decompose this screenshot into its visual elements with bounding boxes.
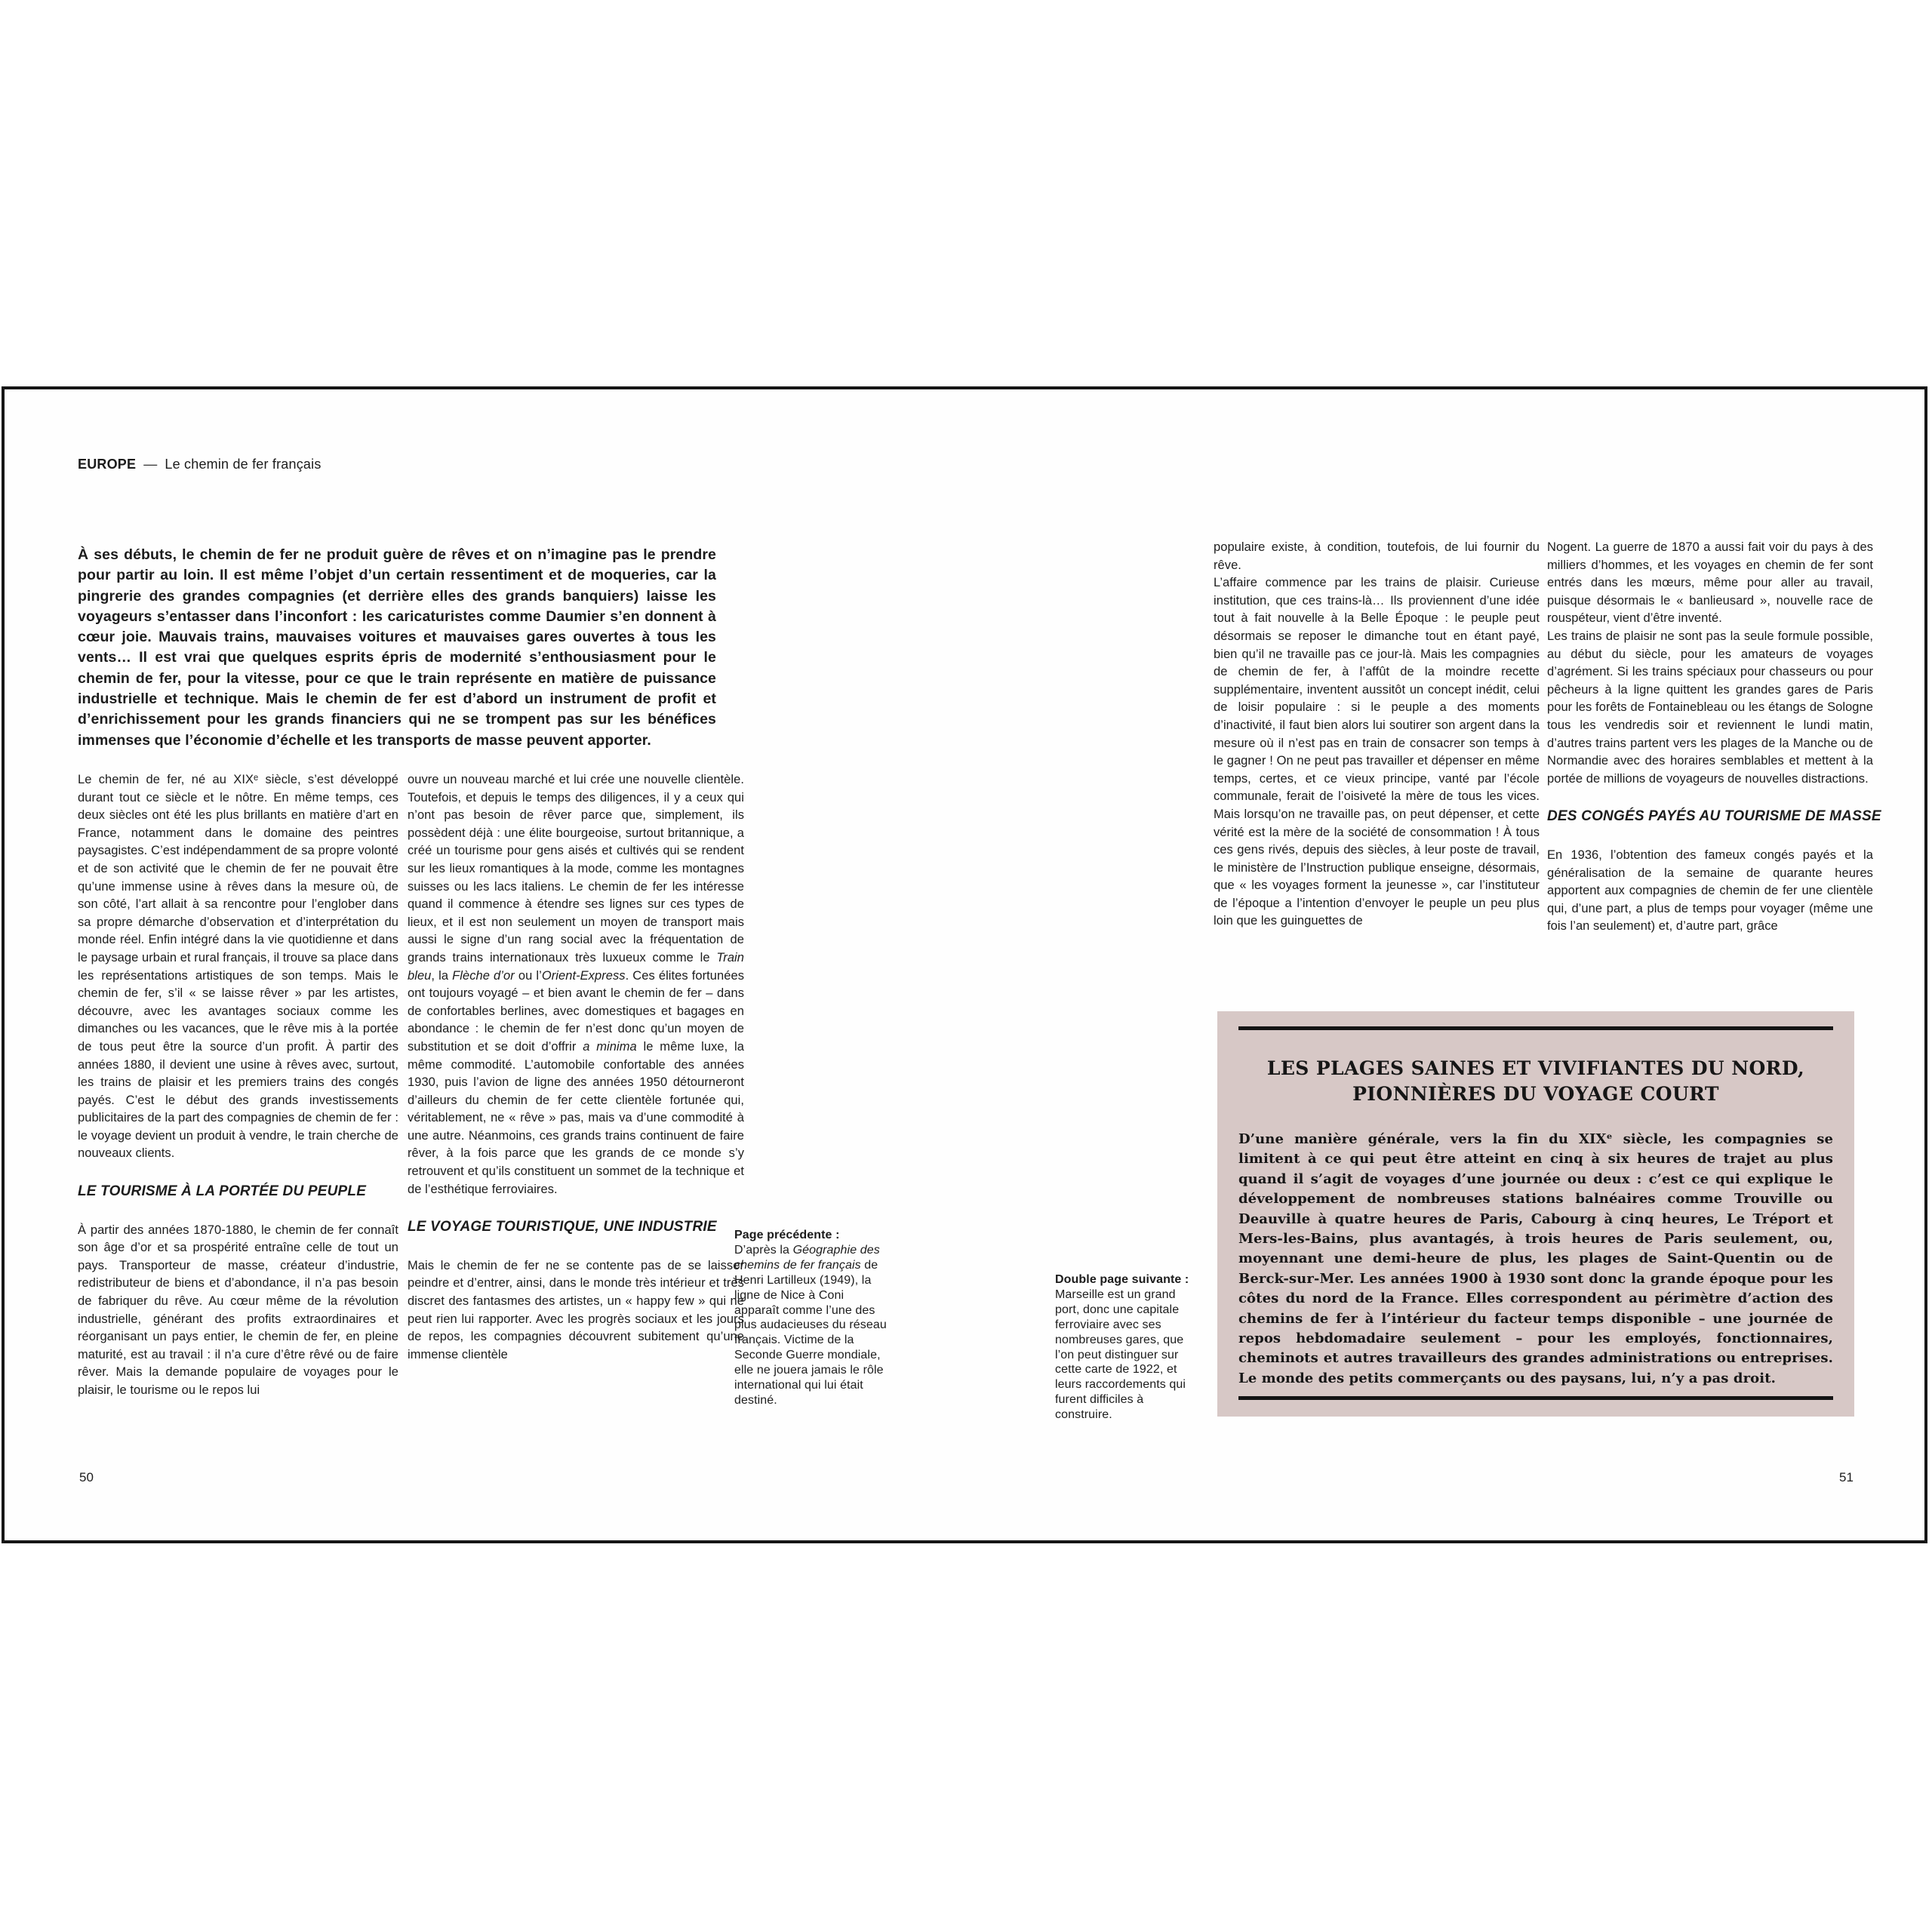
page-number-right: 51	[1839, 1470, 1854, 1484]
feature-box-body: D’une manière générale, vers la fin du XIXᵉ siècle, les compagnies se limitent à ce qui peut être atteint en cinq à six heures de trajet au plus quand il s’agit de voyages d’une journée ou deux : c’est ce qui explique le développement de nombreuses stations balnéaires comme Trouville ou Deauville à quatre heures de Paris, Cabourg à cinq heures, Le Tréport et Mers-les-Bains, plus avantagés, à trois heures de Paris seulement, ou, moyennant une demi-heure de plus, les plages de Saint-Quentin ou de Berck-sur-Mer. Les années 1900 à 1930 sont donc la grande époque pour les côtes du nord de la France. Elles correspondent au périmètre d’action des chemins de fer à l’intérieur du facteur temps disponible – une journée de repos hebdomadaire seulement – pour les employés, fonctionnaires, cheminots et autres travailleurs des grandes administrations ou entreprises. Le monde des petits commerçants ou des paysans, lui, n’y a pas droit.	[1238, 1131, 1833, 1386]
feature-box-title-line2: PIONNIÈRES DU VOYAGE COURT	[1352, 1083, 1719, 1105]
running-header-section: EUROPE	[78, 457, 137, 472]
feature-box-plages-du-nord	[1217, 1011, 1854, 1417]
running-header	[78, 457, 321, 472]
caption-text: D’après la Géographie des chemins de fer français de Henri Lartilleux (1949), la ligne de Nice à Coni apparaît comme l’une des plus audacieuses du réseau français. Victime de la Seconde Guerre mondiale, elle ne jouera jamais le rôle international qui lui était destiné.	[734, 1243, 887, 1407]
caption-text: Marseille est un grand port, donc une capitale ferroviaire avec ses nombreuses gares, que l’on peut distinguer sur cette carte de 1922, et leurs raccordements qui furent difficiles à construire.	[1055, 1287, 1186, 1422]
section-heading-voyage-touristique: LE VOYAGE TOURISTIQUE, UNE INDUSTRIE	[408, 1219, 717, 1235]
left-page-column-1	[78, 771, 398, 1400]
section-heading-conges-payes: DES CONGÉS PAYÉS AU TOURISME DE MASSE	[1547, 808, 1881, 825]
feature-box-title	[1238, 1056, 1833, 1107]
body-paragraph: Mais le chemin de fer ne se contente pas de se laisser peindre et d’entrer, ainsi, dans le monde très intérieur et très discret des fantasmes des artistes, un « happy few » qui ne peut rien lui rapporter. Avec les progrès sociaux et les jours de repos, les compagnies découvrent subitement qu’une immense clientèle	[408, 1258, 744, 1361]
caption-previous-page	[734, 1228, 889, 1408]
right-page-column-1	[1214, 539, 1540, 931]
running-header-title: Le chemin de fer français	[165, 457, 321, 472]
body-paragraph: ouvre un nouveau marché et lui crée une nouvelle clientèle. Toutefois, et depuis le temps des diligences, il y a ceux qui n’ont pas besoin de rêver parce que, simplement, ils possèdent déjà : une élite bourgeoise, surtout britannique, a créé un tourisme pour gens aisés et cultivés qui se rendent sur les lieux romantiques à la mode, comme les montagnes suisses ou les lacs italiens. Le chemin de fer les intéresse quand il commence à étendre ses lignes sur ces types de lieux, et il est non seulement un moyen de transport mais aussi le signe d’un rang social avec la fréquentation de grands trains internationaux très luxueux comme le Train bleu, la Flèche d’or ou l’Orient-Express. Ces élites fortunées ont toujours voyagé – et bien avant le chemin de fer – dans de confortables berlines, avec domestiques et bagages en abondance : le chemin de fer n’est donc qu’un moyen de substitution et se doit d’offrir a minima le même luxe, la même commodité. L’automobile confortable des années 1930, puis l’avion de ligne des années 1950 détourneront d’ailleurs du chemin de fer cette clientèle fortunée qui, véritablement, ne « rêve » pas, mais va d’une commodité à une autre. Néanmoins, ces grands trains continuent de faire rêver, à la fois parce que les grands de ce monde s’y retrouvent et qu’ils constituent un sommet de la technique et de l’esthétique ferroviaires.	[408, 773, 745, 1196]
body-paragraph: À partir des années 1870-1880, le chemin de fer connaît son âge d’or et sa prospérité entraîne celle de tout un pays. Transporteur de masse, créateur d’industrie, redistributeur de biens et d’abondance, il n’a pas besoin de fabriquer du rêve. Au cœur même de la révolution industrielle, générant des profits extraordinaires et réorganisant un pays entier, le chemin de fer, en pleine maturité, est au travail : il n’a cure d’être rêvé ou de faire rêver. Mais la demande populaire de voyages pour le plaisir, le tourisme ou le repos lui	[78, 1223, 398, 1397]
left-page-column-2	[408, 771, 744, 1364]
caption-label: Page précédente :	[734, 1229, 840, 1241]
body-paragraph: En 1936, l’obtention des fameux congés payés et la généralisation de la semaine de quarante heures apportent aux compagnies de chemin de fer une clientèle qui, d’une part, a plus de temps pour voyager (même une fois l’an seulement) et, d’autre part, grâce	[1547, 848, 1873, 934]
body-paragraph: L’affaire commence par les trains de plaisir. Curieuse institution, que ces trains-là… Ils proviennent d’une idée tout à fait nouvelle à la Belle Époque : le peuple peut désormais se reposer le dimanche tout en étant payé, bien qu’il ne travaille pas ce jour-là. Mais les compagnies de chemin de fer, à l’affût de la moindre recette supplémentaire, inventent aussitôt un concept inédit, celui de loisir populaire : si le peuple a des moments d’inactivité, il faut bien alors lui soutirer son argent dans la mesure où il n’est pas en train de consacrer son temps à le gagner ! On ne peut pas travailler et dépenser en même temps, certes, et ce vieux principe, vanté par l’école communale, ferait de l’oisiveté la mère de tous les vices. Mais lorsqu’on ne travaille pas, on peut dépenser, et cette vérité est la mère de la société de consommation ! À tous ces gens rivés, depuis des siècles, à leur poste de travail, le ministère de l’Instruction publique enseigne, désormais, que « les voyages forment la jeunesse », car l’instituteur de l’époque a l’intention d’envoyer le peuple un peu plus loin que les guinguettes de	[1214, 576, 1540, 928]
page-number-left: 50	[79, 1470, 94, 1484]
feature-box-bottom-rule	[1238, 1396, 1833, 1400]
caption-next-spread	[1055, 1272, 1189, 1423]
body-paragraph: Les trains de plaisir ne sont pas la seule formule possible, au début du siècle, pour les amateurs de voyages d’agrément. Si les trains spéciaux pour chasseurs ou pour pêcheurs à la ligne quittent les grandes gares de Paris pour les forêts de Fontainebleau ou les étangs de Sologne tous les vendredis soir et reviennent le lundi matin, d’autres trains partent vers les plages de la Manche ou de Normandie avec des horaires semblables et mettent à la portée de millions de voyageurs de nouvelles distractions.	[1547, 629, 1873, 786]
intro-paragraph: À ses débuts, le chemin de fer ne produit guère de rêves et on n’imagine pas le prendre pour partir au loin. Il est même l’objet d’un certain ressentiment et de moqueries, car la pingrerie des grandes compagnies (et derrière elles des grands banquiers) laisse les voyageurs s’entasser dans l’inconfort : les caricaturistes comme Daumier s’en donnent à cœur joie. Mauvais trains, mauvaises voitures et mauvaises gares ouvertes à tous les vents… Il est vrai que quelques esprits épris de modernité s’enthousiasment pour le chemin de fer, pour la vitesse, pour ce que le train représente en matière de puissance industrielle et technique. Mais le chemin de fer est d’abord un instrument de profit et d’enrichissement pour les grands financiers qui ne se trompent pas sur les bénéfices immenses que l’économie d’échelle et les transports de masse peuvent apporter.	[78, 546, 716, 749]
running-header-dash: —	[143, 457, 158, 472]
body-paragraph: Le chemin de fer, né au XIXᵉ siècle, s’est développé durant tout ce siècle et le nôtre. En même temps, ces deux siècles ont été les plus brillants en matière d’art en France, notamment dans le domaine des peintres paysagistes. C’est indépendamment de sa propre volonté et de son activité que le chemin de fer ne pouvait être qu’une immense usine à rêves dans la mesure où, de son côté, l’art allait à sa rencontre pour l’englober dans sa propre démarche d’observation et d’interprétation du monde réel. Enfin intégré dans la vie quotidienne et dans le paysage urbain et rural français, il trouve sa place dans les représentations artistiques de son temps. Mais le chemin de fer, s’il « se laisse rêver » par les artistes, découvre, avec les avantages sociaux comme les dimanches ou les vacances, que le rêve mis à la portée de tous peut être la source d’un profit. À partir des années 1880, il devient une usine à rêves avec, surtout, les trains de plaisir et les premiers trains des congés payés. C’est le début des grands investissements publicitaires de la part des compagnies de chemin de fer : le voyage devient un produit à vendre, le train cherche de nouveaux clients.	[78, 773, 398, 1161]
body-paragraph: Nogent. La guerre de 1870 a aussi fait voir du pays à des milliers d’hommes, et les voyages en chemin de fer sont entrés dans les mœurs, même pour aller au travail, puisque désormais le « banlieusard », nouvelle race de rouspéteur, vient d’être inventé.	[1547, 540, 1873, 626]
body-paragraph: populaire existe, à condition, toutefois, de lui fournir du rêve.	[1214, 540, 1540, 572]
section-heading-tourisme: LE TOURISME À LA PORTÉE DU PEUPLE	[78, 1183, 367, 1200]
caption-label: Double page suivante :	[1055, 1273, 1189, 1286]
feature-box-top-rule	[1238, 1026, 1833, 1030]
right-page-column-2	[1547, 539, 1881, 936]
feature-box-title-line1: LES PLAGES SAINES ET VIVIFIANTES DU NORD,	[1266, 1057, 1805, 1079]
